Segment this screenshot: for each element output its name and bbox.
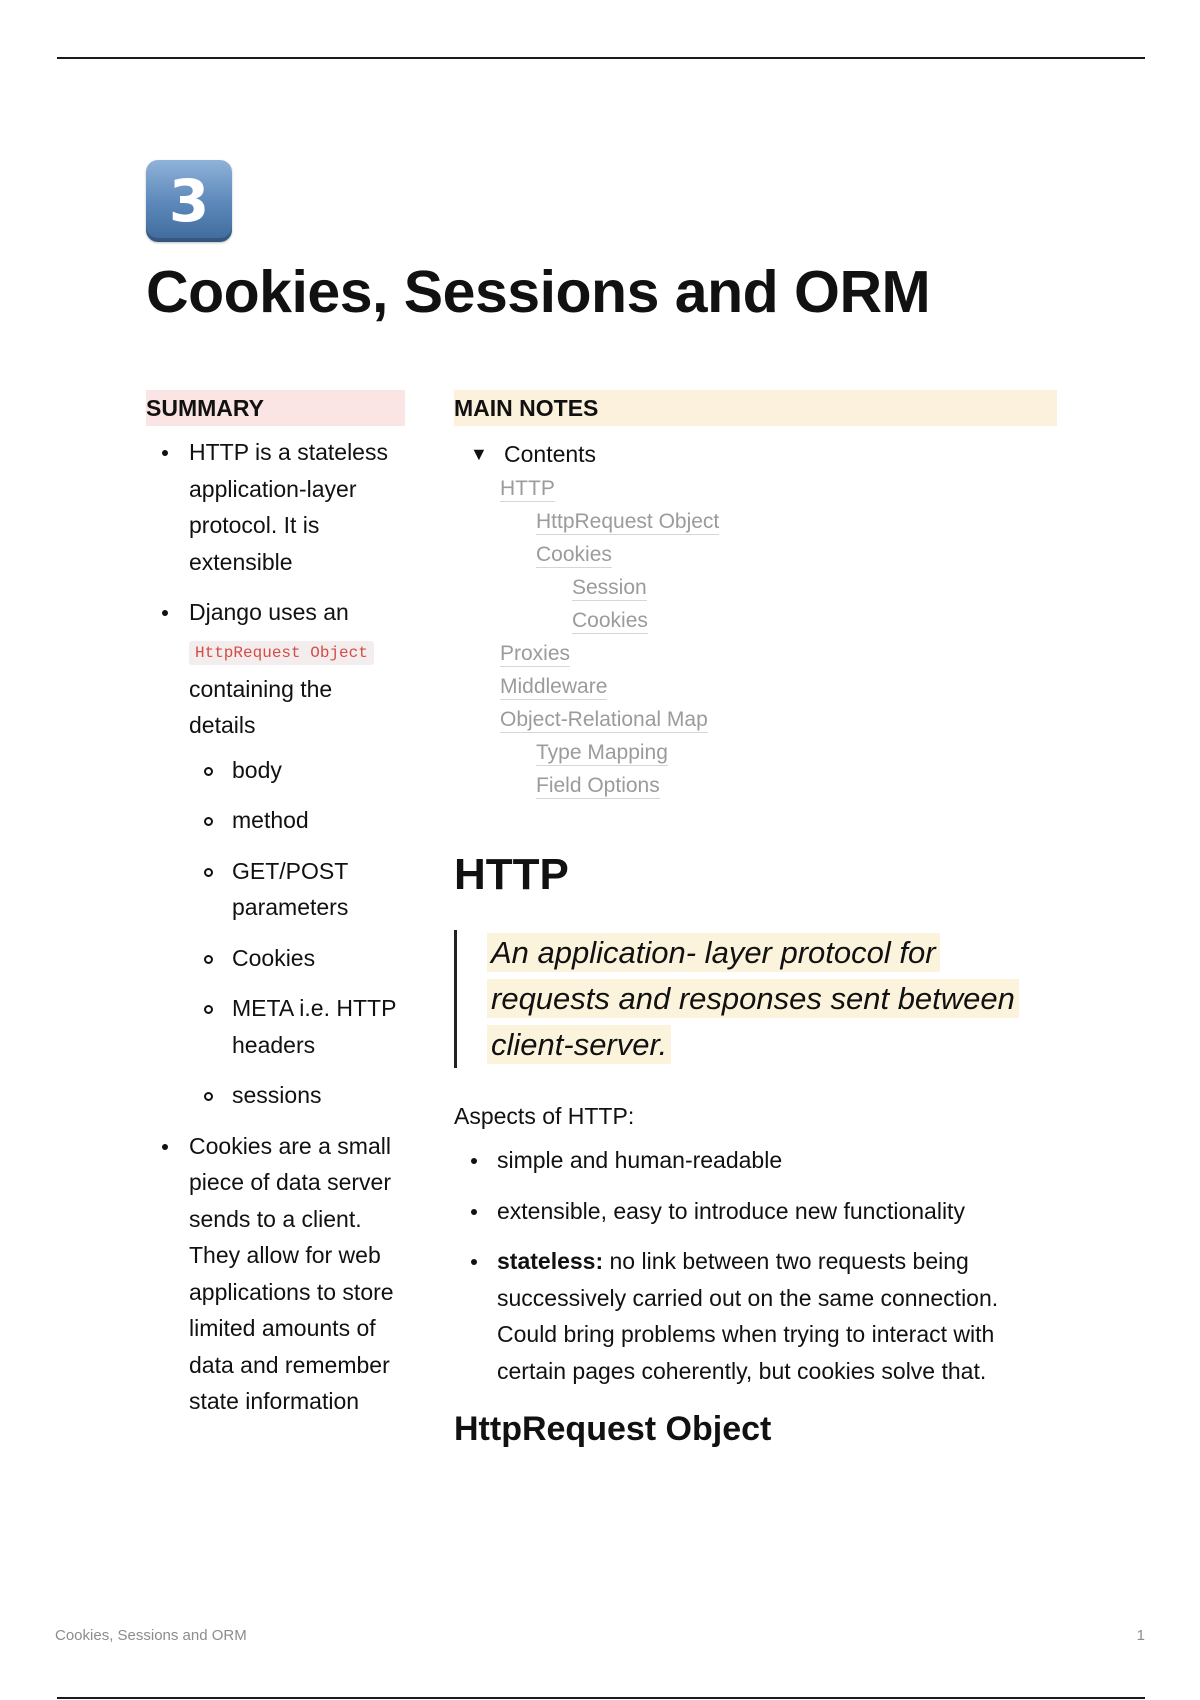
quote-text: An application- layer protocol for requests and responses sent between client-server. xyxy=(487,933,1019,1064)
summary-header: SUMMARY xyxy=(146,390,405,426)
sub-list-item: method xyxy=(189,802,405,839)
aspect-text: simple and human-readable xyxy=(497,1147,783,1173)
toc-link-httprequest-object[interactable]: HttpRequest Object xyxy=(536,510,720,533)
page-number: 1 xyxy=(1136,1627,1145,1644)
toc-link-cookies[interactable]: Cookies xyxy=(536,543,612,566)
toc-link-cookies-sub[interactable]: Cookies xyxy=(572,609,648,632)
summary-item-text: Cookies are a small piece of data server sends to a client. They allow for web applications to store limited amounts of data and remember state information xyxy=(189,1132,394,1414)
list-item xyxy=(454,1193,1057,1230)
list-item xyxy=(454,1243,1057,1389)
list-item xyxy=(146,434,405,580)
sub-list-item: sessions xyxy=(189,1077,405,1114)
list-item xyxy=(454,1142,1057,1179)
keycap-digit: 3 xyxy=(168,167,210,235)
httprequest-object-heading: HttpRequest Object xyxy=(454,1410,772,1448)
list-item xyxy=(146,594,405,1114)
contents-toggle-label: Contents xyxy=(504,441,597,467)
aspect-text: no link between two requests being successively carried out on the same connection. Could bring problems when trying to interact with certain pages coherently, but cookies solve that. xyxy=(497,1248,999,1384)
toc-link-http[interactable]: HTTP xyxy=(500,477,555,500)
page-title: Cookies, Sessions and ORM xyxy=(146,259,931,325)
aspect-term: stateless: xyxy=(497,1248,604,1274)
summary-item-text: Django uses an xyxy=(189,599,349,625)
list-item xyxy=(146,1128,405,1420)
keycap-digit-three-icon xyxy=(146,160,232,242)
bottom-rule xyxy=(57,1697,1145,1699)
summary-item-text: HTTP is a stateless application-layer protocol. It is extensible xyxy=(189,439,388,575)
main-notes-header: MAIN NOTES xyxy=(454,390,1057,426)
toc-link-type-mapping[interactable]: Type Mapping xyxy=(536,741,668,764)
main-notes-column xyxy=(454,390,1057,1451)
toc-link-field-options[interactable]: Field Options xyxy=(536,774,660,797)
toc-link-session[interactable]: Session xyxy=(572,576,647,599)
toc-link-proxies[interactable]: Proxies xyxy=(500,642,571,665)
definition-quote xyxy=(454,930,1057,1068)
inline-code: HttpRequest Object xyxy=(189,641,374,665)
aspects-list xyxy=(454,1142,1057,1389)
aspects-intro: Aspects of HTTP: xyxy=(454,1103,635,1129)
footer-title: Cookies, Sessions and ORM xyxy=(55,1627,247,1644)
sub-list-item: META i.e. HTTP headers xyxy=(189,990,405,1063)
sub-list-item: body xyxy=(189,752,405,789)
aspect-text: extensible, easy to introduce new functionality xyxy=(497,1197,965,1224)
triangle-down-icon[interactable]: ▼ xyxy=(470,444,488,464)
toc-link-middleware[interactable]: Middleware xyxy=(500,675,608,698)
table-of-contents xyxy=(454,472,1057,802)
top-rule xyxy=(57,57,1145,59)
http-heading: HTTP xyxy=(454,850,569,899)
summary-column xyxy=(146,390,405,1434)
sub-list-item: Cookies xyxy=(189,940,405,977)
sub-list-item: GET/POST parameters xyxy=(189,853,405,926)
summary-item-text: containing the details xyxy=(189,675,333,738)
toc-link-object-relational-map[interactable]: Object-Relational Map xyxy=(500,708,708,731)
contents-toggle[interactable] xyxy=(454,438,1057,470)
summary-list xyxy=(146,434,405,1420)
summary-sub-list xyxy=(189,752,405,1114)
